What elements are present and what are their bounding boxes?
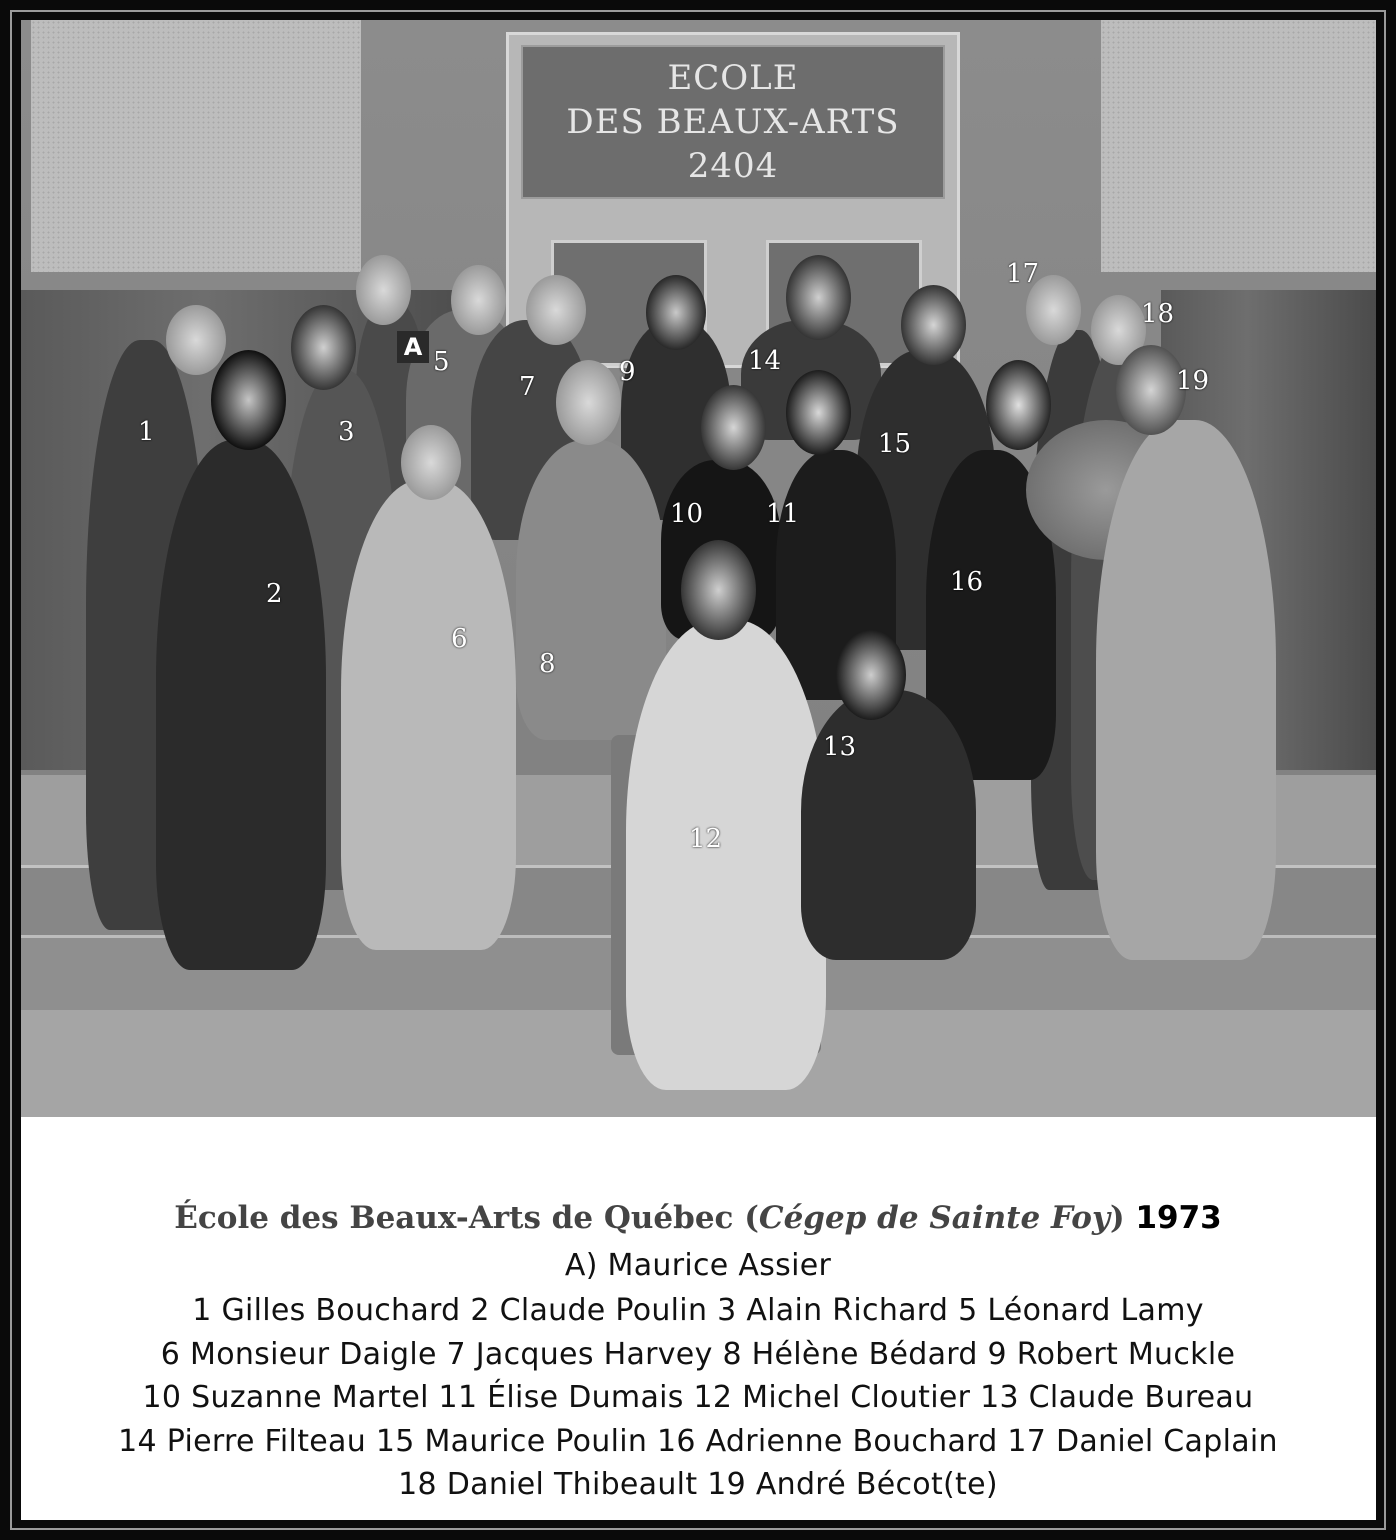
person-15-head — [901, 285, 966, 365]
person-10-head — [701, 385, 766, 470]
person-6 — [341, 480, 516, 950]
photo-label-6: 6 — [451, 624, 468, 654]
wall-panel-left — [31, 20, 361, 272]
sign-line-2: DES BEAUX-ARTS — [566, 102, 900, 142]
person-14-head — [786, 255, 851, 340]
person-13-head — [836, 630, 906, 720]
photo-label-16: 16 — [950, 567, 984, 597]
caption-year: 1973 — [1135, 1200, 1222, 1236]
photo-label-10: 10 — [670, 499, 704, 529]
caption-title-main: École des Beaux-Arts de Québec ( — [174, 1200, 759, 1236]
photo-label-19: 19 — [1176, 366, 1210, 396]
photo-label-5: 5 — [433, 347, 450, 377]
person-6-head — [401, 425, 461, 500]
photo-label-8: 8 — [539, 649, 556, 679]
building-sign — [521, 45, 945, 199]
caption-title-close: ) — [1109, 1200, 1125, 1236]
group-photo — [21, 20, 1376, 1117]
person-5-head — [451, 265, 506, 335]
sign-line-1: ECOLE — [667, 58, 799, 98]
caption-title-italic: Cégep de Sainte Foy — [758, 1200, 1110, 1236]
photo-label-14: 14 — [748, 346, 782, 376]
photo-label-17: 17 — [1006, 259, 1040, 289]
person-8 — [516, 440, 666, 740]
photo-label-13: 13 — [823, 732, 857, 762]
photo-label-15: 15 — [878, 429, 912, 459]
person-2-head — [211, 350, 286, 450]
caption-line-5: 18 Daniel Thibeault 19 André Bécot(te) — [398, 1467, 998, 1502]
person-1-head — [166, 305, 226, 375]
person-3-head — [291, 305, 356, 390]
person-19 — [1096, 420, 1276, 960]
photo-label-1: 1 — [138, 417, 155, 447]
wall-panel-right — [1101, 20, 1376, 272]
photo-label-18: 18 — [1141, 299, 1175, 329]
photo-label-9: 9 — [619, 357, 636, 387]
person-12 — [626, 620, 826, 1090]
caption-line-a: A) Maurice Assier — [564, 1248, 832, 1283]
photo-label-11: 11 — [766, 499, 800, 529]
person-11-head — [786, 370, 851, 455]
sign-line-3: 2404 — [687, 146, 779, 186]
person-8-head — [556, 360, 621, 445]
person-2 — [156, 440, 326, 970]
person-9-head — [646, 275, 706, 350]
person-16-head — [986, 360, 1051, 450]
photo-label-2: 2 — [266, 579, 283, 609]
person-a-head — [356, 255, 411, 325]
caption-line-3: 10 Suzanne Martel 11 Élise Dumais 12 Michel Cloutier 13 Claude Bureau — [142, 1380, 1254, 1415]
caption-line-1: 1 Gilles Bouchard 2 Claude Poulin 3 Alain Richard 5 Léonard Lamy — [192, 1293, 1204, 1328]
person-13 — [801, 690, 976, 960]
person-12-head — [681, 540, 756, 640]
photo-label-12: 12 — [689, 824, 723, 854]
caption-line-4: 14 Pierre Filteau 15 Maurice Poulin 16 Adrienne Bouchard 17 Daniel Caplain — [118, 1424, 1278, 1459]
photo-label-3: 3 — [338, 417, 355, 447]
caption-title — [0, 1200, 1396, 1236]
photo-label-a: A — [397, 331, 429, 363]
photo-label-7: 7 — [519, 372, 536, 402]
caption-line-2: 6 Monsieur Daigle 7 Jacques Harvey 8 Hélène Bédard 9 Robert Muckle — [160, 1337, 1236, 1372]
person-7-head — [526, 275, 586, 345]
